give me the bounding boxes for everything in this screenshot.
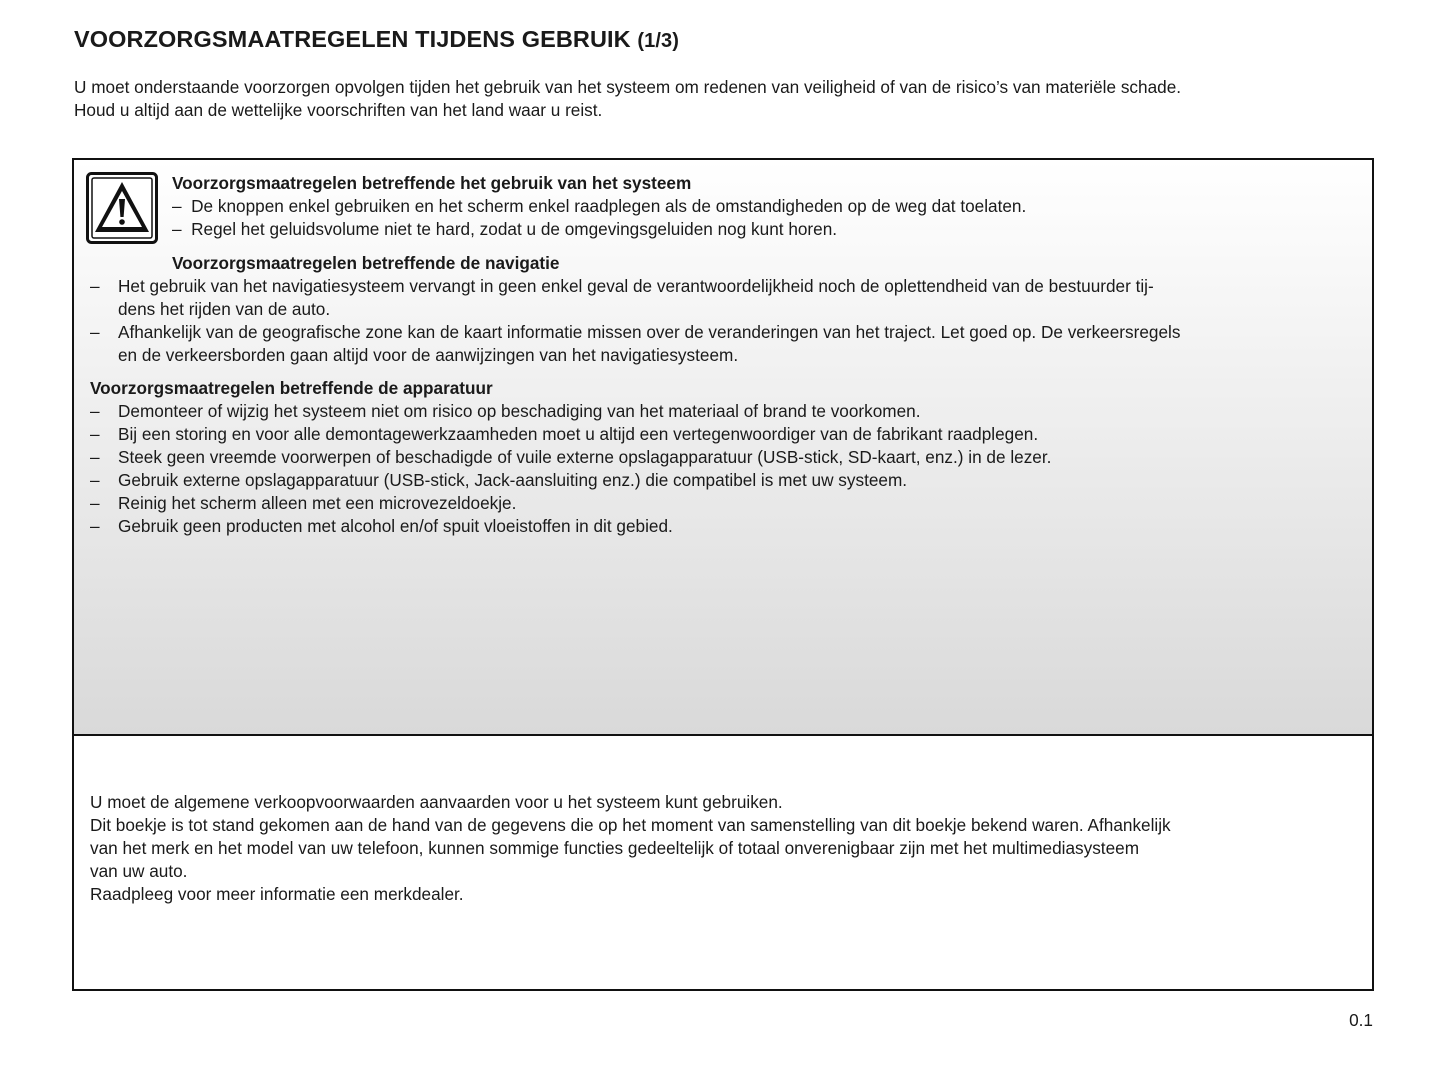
dash: – xyxy=(172,219,182,239)
list-item-text: dens het rijden van de auto. xyxy=(118,299,331,319)
dash: – xyxy=(90,322,100,342)
list-item-text: Steek geen vreemde voorwerpen of beschadigde of vuile externe opslagapparatuur (USB-stick, SD-kaart, enz.) in de lezer. xyxy=(118,447,1052,467)
intro-paragraph xyxy=(74,76,1384,122)
dash: – xyxy=(90,424,100,444)
intro-line: U moet onderstaande voorzorgen opvolgen tijden het gebruik van het systeem om redenen van veiligheid of van de risico’s van materiële schade. xyxy=(74,77,1182,97)
terms-line: van uw auto. xyxy=(90,861,188,881)
list-item-text: Gebruik geen producten met alcohol en/of spuit vloeistoffen in dit gebied. xyxy=(118,516,673,536)
warning-triangle-icon xyxy=(86,172,158,244)
dash: – xyxy=(90,401,100,421)
terms-paragraph xyxy=(90,791,1358,906)
dash: – xyxy=(90,493,100,513)
dash: – xyxy=(90,447,100,467)
precautions-panel xyxy=(74,160,1372,736)
page-title xyxy=(74,26,679,53)
list-item xyxy=(172,195,1026,218)
list-item-text: Gebruik externe opslagapparatuur (USB-stick, Jack-aansluiting enz.) die compatibel is met uw systeem. xyxy=(118,470,908,490)
list-item-text: Reinig het scherm alleen met een microvezeldoekje. xyxy=(118,493,517,513)
precautions-box xyxy=(72,158,1374,991)
dash: – xyxy=(172,196,182,216)
terms-line: U moet de algemene verkoopvoorwaarden aanvaarden voor u het systeem kunt gebruiken. xyxy=(90,792,783,812)
list-item-text: Demonteer of wijzig het systeem niet om risico op beschadiging van het materiaal of brand te voorkomen. xyxy=(118,401,921,421)
page-number: 0.1 xyxy=(1349,1010,1373,1030)
intro-line: Houd u altijd aan de wettelijke voorschriften van het land waar u reist. xyxy=(74,100,603,120)
section-heading-equipment: Voorzorgsmaatregelen betreffende de apparatuur xyxy=(90,378,493,398)
page-title-main: VOORZORGSMAATREGELEN TIJDENS GEBRUIK xyxy=(74,26,631,52)
list-item-text: en de verkeersborden gaan altijd voor de aanwijzingen van het navigatiesysteem. xyxy=(118,345,739,365)
terms-line: van het merk en het model van uw telefoon, kunnen sommige functies gedeeltelijk of totaal onverenigbaar zijn met het multimediasysteem xyxy=(90,838,1140,858)
page-title-part: (1/3) xyxy=(637,30,680,52)
dash: – xyxy=(90,276,100,296)
terms-line: Dit boekje is tot stand gekomen aan de hand van de gegevens die op het moment van samenstelling van dit boekje bekend waren. Afhankelijk xyxy=(90,815,1171,835)
list-item-text: Bij een storing en voor alle demontagewerkzaamheden moet u altijd een vertegenwoordiger van de fabrikant raadplegen. xyxy=(118,424,1039,444)
dash: – xyxy=(90,516,100,536)
list-item-text: Regel het geluidsvolume niet te hard, zodat u de omgevingsgeluiden nog kunt horen. xyxy=(191,219,838,239)
terms-line: Raadpleeg voor meer informatie een merkdealer. xyxy=(90,884,464,904)
list-item-text: Het gebruik van het navigatiesysteem vervangt in geen enkel geval de verantwoordelijkheid noch de oplettendheid van de bestuurder tij- xyxy=(118,276,1154,296)
dash: – xyxy=(90,470,100,490)
list-item-text: De knoppen enkel gebruiken en het scherm enkel raadplegen als de omstandigheden op de weg dat toelaten. xyxy=(191,196,1027,216)
section-heading-system: Voorzorgsmaatregelen betreffende het gebruik van het systeem xyxy=(172,173,692,193)
section-heading-navigation: Voorzorgsmaatregelen betreffende de navigatie xyxy=(172,253,560,273)
list-item xyxy=(172,218,837,241)
list-item-text: Afhankelijk van de geografische zone kan de kaart informatie missen over de veranderingen van het traject. Let goed op. De verkeersregels xyxy=(118,322,1181,342)
